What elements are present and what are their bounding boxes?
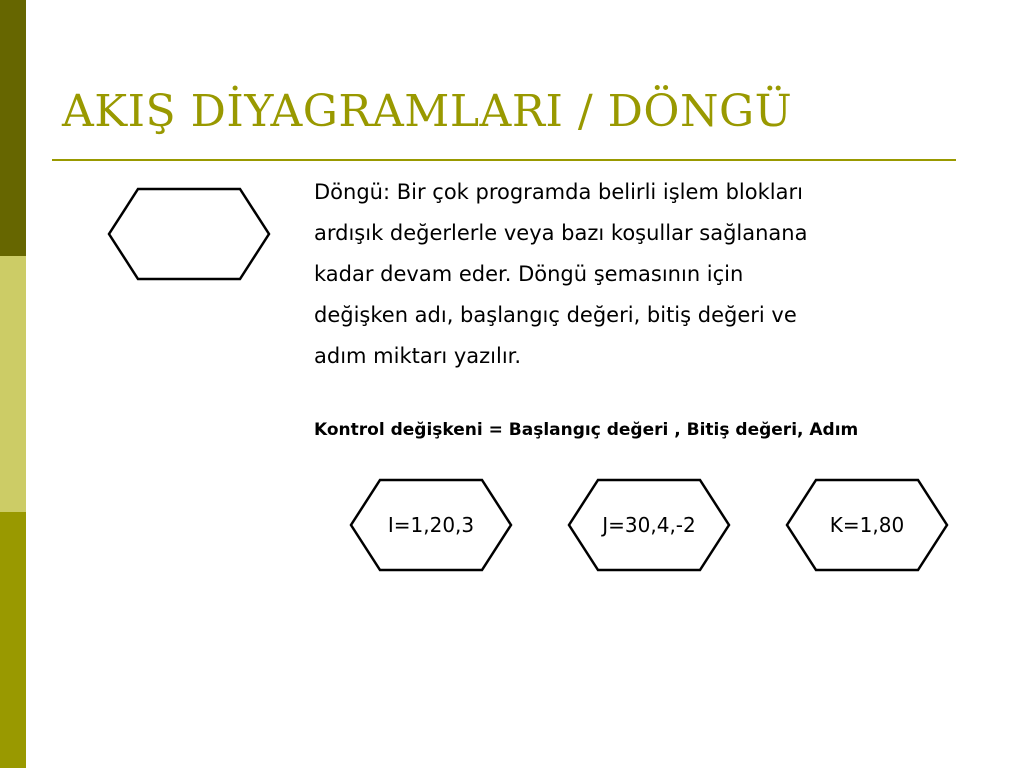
loop-label-i: I=1,20,3 — [387, 513, 475, 537]
title-underline — [52, 159, 956, 161]
side-bar-bottom — [0, 512, 26, 768]
loop-label-k: K=1,80 — [829, 513, 905, 537]
loop-symbol-hexagon — [109, 189, 269, 279]
loop-description: Döngü: Bir çok programda belirli işlem blokları ardışık değerlerle veya bazı koşullar sağlanana kadar devam eder. Döngü şemasının için değişken adı, başlangıç değeri, bitiş değeri ve adım miktarı yazılır. — [314, 180, 808, 368]
loop-label-j: J=30,4,-2 — [602, 513, 696, 537]
side-bar-top — [0, 0, 26, 256]
slide-title: AKIŞ DİYAGRAMLARI / DÖNGÜ — [62, 86, 793, 137]
side-bar-middle — [0, 256, 26, 512]
loop-formula: Kontrol değişkeni = Başlangıç değeri , Bitiş değeri, Adım — [314, 420, 859, 440]
